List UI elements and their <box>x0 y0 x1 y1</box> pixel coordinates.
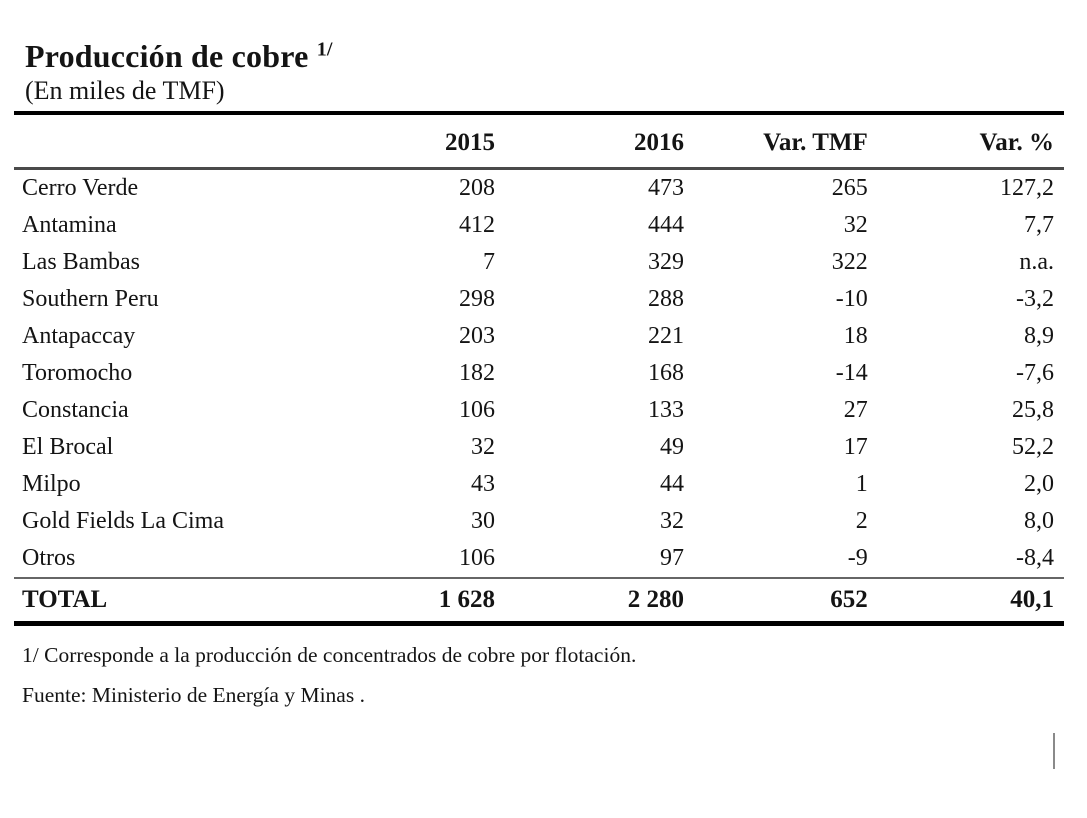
company-name: Toromocho <box>22 360 133 387</box>
column-header-2015: 2015 <box>445 129 495 157</box>
total-var-tmf: 652 <box>830 586 868 614</box>
value-var-pct: n.a. <box>1019 249 1054 276</box>
table-total-row <box>14 578 1064 624</box>
total-label: TOTAL <box>22 586 108 614</box>
value-2015: 43 <box>471 471 495 498</box>
column-header-var-tmf: Var. TMF <box>763 129 868 157</box>
value-var-tmf: 1 <box>855 471 868 498</box>
table-row <box>14 169 1064 208</box>
value-var-tmf: 32 <box>843 212 868 239</box>
page-subtitle: (En miles de TMF) <box>25 75 225 105</box>
value-2016: 97 <box>660 545 684 572</box>
value-var-tmf: -9 <box>847 545 868 572</box>
company-name: El Brocal <box>22 434 114 461</box>
footnote-definition: 1/ Corresponde a la producción de concentrados de cobre por flotación. <box>22 643 637 668</box>
value-2016: 221 <box>648 323 684 350</box>
table-row <box>14 244 1064 281</box>
value-2016: 44 <box>660 471 684 498</box>
value-2016: 288 <box>648 286 684 313</box>
table-row <box>14 355 1064 392</box>
value-var-pct: 2,0 <box>1024 471 1054 498</box>
value-2016: 168 <box>648 360 684 387</box>
company-name: Gold Fields La Cima <box>22 508 224 535</box>
page-title <box>25 38 1064 75</box>
value-2015: 106 <box>459 397 495 424</box>
value-2016: 32 <box>660 508 684 535</box>
column-header-empty <box>14 113 319 169</box>
company-name: Cerro Verde <box>22 175 139 202</box>
value-var-tmf: 18 <box>843 323 868 350</box>
table-row <box>14 281 1064 318</box>
company-name: Southern Peru <box>22 286 159 313</box>
total-var-pct: 40,1 <box>1010 586 1054 614</box>
value-2015: 30 <box>471 508 495 535</box>
value-var-pct: -7,6 <box>1016 360 1054 387</box>
value-var-pct: 52,2 <box>1012 434 1054 461</box>
column-header-var-pct: Var. % <box>979 129 1054 157</box>
value-var-pct: 8,0 <box>1024 508 1054 535</box>
table-row <box>14 466 1064 503</box>
value-var-tmf: 322 <box>831 249 868 276</box>
value-2015: 7 <box>483 249 495 276</box>
value-2015: 298 <box>459 286 495 313</box>
value-2015: 106 <box>459 545 495 572</box>
value-2016: 444 <box>648 212 684 239</box>
value-2015: 182 <box>459 360 495 387</box>
value-var-pct: -8,4 <box>1016 545 1054 572</box>
table-row <box>14 429 1064 466</box>
company-name: Antapaccay <box>22 323 136 350</box>
value-var-tmf: 17 <box>843 434 868 461</box>
value-2016: 49 <box>660 434 684 461</box>
value-2015: 203 <box>459 323 495 350</box>
value-var-pct: 8,9 <box>1024 323 1054 350</box>
table-header-row <box>14 113 1064 169</box>
total-2015: 1 628 <box>438 586 495 614</box>
company-name: Milpo <box>22 471 81 498</box>
table-row <box>14 503 1064 540</box>
table-row <box>14 207 1064 244</box>
company-name: Las Bambas <box>22 249 140 276</box>
value-var-pct: -3,2 <box>1016 286 1054 313</box>
footnote-source: Fuente: Ministerio de Energía y Minas . <box>22 683 365 708</box>
total-2016: 2 280 <box>627 586 684 614</box>
company-name: Otros <box>22 545 76 572</box>
value-2015: 208 <box>459 175 495 202</box>
footnotes-block <box>22 636 1064 716</box>
value-2015: 32 <box>471 434 495 461</box>
value-var-tmf: -14 <box>835 360 868 387</box>
value-2016: 133 <box>648 397 684 424</box>
value-2016: 329 <box>648 249 684 276</box>
page-title-text: Producción de cobre <box>25 38 309 74</box>
value-var-pct: 127,2 <box>1000 175 1054 202</box>
column-header-2016: 2016 <box>634 129 684 157</box>
value-var-pct: 25,8 <box>1012 397 1054 424</box>
table-row <box>14 318 1064 355</box>
company-name: Antamina <box>22 212 117 239</box>
value-var-tmf: -10 <box>835 286 868 313</box>
copper-production-table <box>14 111 1064 626</box>
title-footnote-marker: 1/ <box>316 38 333 61</box>
table-row <box>14 392 1064 429</box>
value-var-pct: 7,7 <box>1024 212 1054 239</box>
value-var-tmf: 2 <box>855 508 868 535</box>
value-var-tmf: 27 <box>843 397 868 424</box>
title-block <box>25 38 1064 105</box>
value-2016: 473 <box>648 175 684 202</box>
table-row <box>14 540 1064 578</box>
value-var-tmf: 265 <box>831 175 868 202</box>
cursor-artifact <box>1053 733 1055 769</box>
table-report <box>14 0 1064 716</box>
company-name: Constancia <box>22 397 129 424</box>
value-2015: 412 <box>459 212 495 239</box>
